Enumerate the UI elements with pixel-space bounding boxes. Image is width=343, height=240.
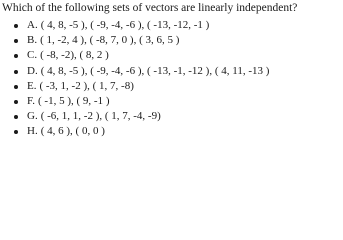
option-vectors: ( 4, 8, -5 ), ( -9, -4, -6 ), ( -13, -1, -12 ), ( 4, 11, -13 ): [40, 64, 270, 77]
option-letter: F.: [27, 94, 35, 107]
bullet-icon: [14, 24, 18, 28]
option-label: [27, 33, 179, 48]
option-letter: A.: [27, 19, 38, 31]
bullet-icon: [14, 85, 18, 89]
bullet-icon: [14, 115, 18, 119]
option-vectors: ( -6, 1, 1, -2 ), ( 1, 7, -4, -9): [40, 110, 161, 123]
bullet-icon: [14, 130, 18, 134]
option-label: [27, 109, 161, 124]
option-vectors: ( 4, 6 ), ( 0, 0 ): [40, 125, 105, 138]
option-letter: H.: [27, 125, 38, 138]
bullet-icon: [14, 100, 18, 104]
option-label: [27, 94, 109, 109]
option-vectors: ( -3, 1, -2 ), ( 1, 7, -8): [39, 79, 134, 92]
option-vectors: ( 1, -2, 4 ), ( -8, 7, 0 ), ( 3, 6, 5 ): [40, 34, 180, 47]
option-label: [27, 18, 209, 33]
option-vectors: ( -8, -2), ( 8, 2 ): [40, 49, 109, 62]
option-label: [27, 124, 105, 139]
bullet-icon: [14, 39, 18, 43]
option-label: [27, 48, 109, 63]
option-letter: B.: [27, 34, 38, 47]
bullet-icon: [14, 54, 18, 58]
option-vectors: ( -1, 5 ), ( 9, -1 ): [38, 94, 110, 107]
option-letter: E.: [27, 79, 37, 92]
option-letter: G.: [27, 110, 38, 123]
option-letter: D.: [27, 64, 38, 77]
option-letter: C.: [27, 49, 38, 62]
option-label: [27, 79, 134, 94]
option-label: [27, 64, 269, 79]
bullet-icon: [14, 70, 18, 74]
option-vectors: ( 4, 8, -5 ), ( -9, -4, -6 ), ( -13, -12, -1 ): [40, 19, 210, 31]
question-text: Which of the following sets of vectors are linearly independent?: [2, 2, 298, 14]
